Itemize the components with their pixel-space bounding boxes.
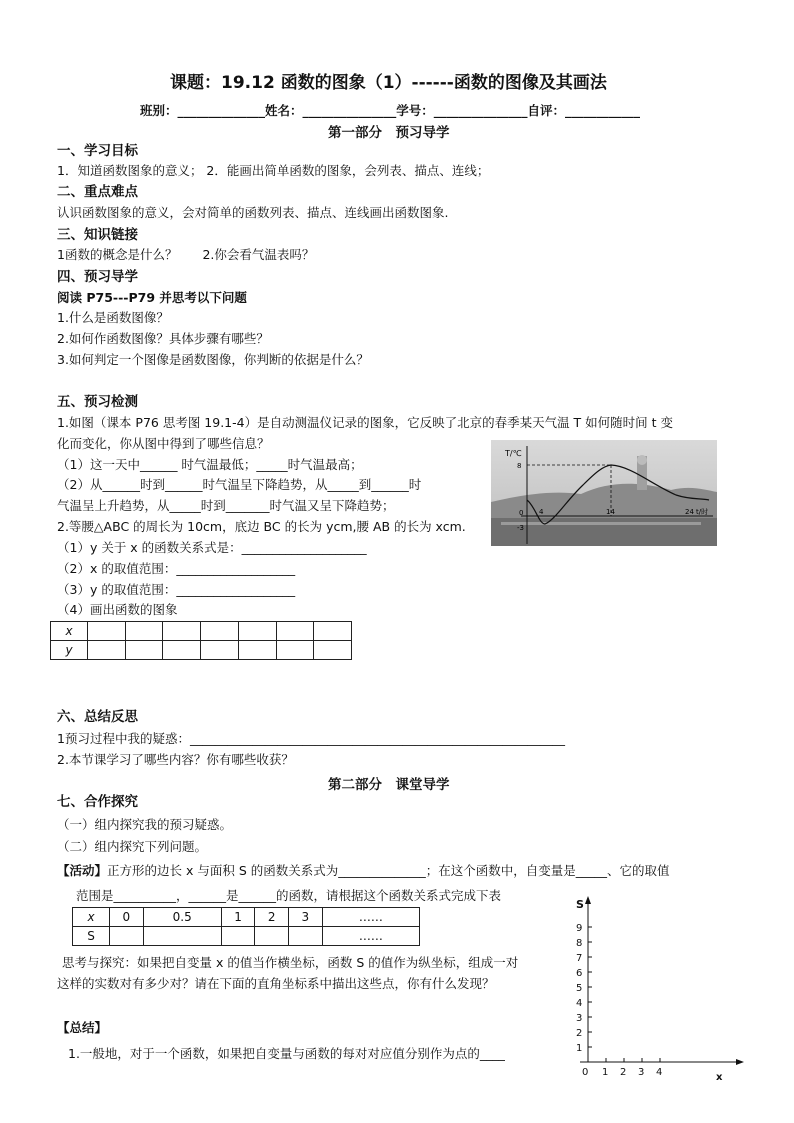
think-line-1: 思考与探究：如果把自变量 x 的值当作横坐标，函数 S 的值作为纵坐标，组成一对 — [62, 955, 519, 970]
coop-line-a: （一）组内探究我的预习疑惑。 — [57, 817, 233, 832]
temp-tick-8: 8 — [517, 462, 522, 470]
table-row — [51, 622, 352, 641]
axes-tick-x4: 4 — [656, 1067, 663, 1078]
xs-table — [72, 907, 420, 946]
check-q1-line-a: 1.如图（课本 P76 思考图 19.1-4）是自动测温仪记录的图象，它反映了北京的春季某天气温 T 如何随时间 t 变 — [57, 415, 674, 430]
check-q1-line-d: （2）从______时到______时气温呈下降趋势，从_____到______时 — [57, 477, 422, 492]
temperature-graph-image — [491, 440, 717, 546]
table-cell[interactable] — [238, 622, 276, 641]
table-cell[interactable] — [110, 927, 144, 946]
table-cell[interactable] — [276, 622, 314, 641]
table-cell[interactable] — [143, 927, 221, 946]
axes-tick-x0: 0 — [582, 1067, 589, 1078]
axes-tick-y2: 2 — [576, 1028, 583, 1039]
axes-tick-y5: 5 — [576, 983, 583, 994]
axes-tick-x3: 3 — [638, 1067, 645, 1078]
temp-tick-x4: 4 — [539, 508, 544, 516]
axes-tick-y4: 4 — [576, 998, 583, 1009]
temp-tick-x14: 14 — [606, 508, 615, 516]
table-cell[interactable] — [314, 622, 352, 641]
preview-question-1: 1.什么是函数图像？ — [57, 310, 169, 325]
table-cell: 2 — [255, 908, 289, 927]
activity-line-2: 范围是__________，______是______的函数，请根据这个函数关系式完成下表 — [76, 888, 502, 903]
temp-tick-neg3: -3 — [517, 524, 524, 532]
table-cell[interactable] — [238, 641, 276, 660]
table-cell[interactable] — [289, 927, 323, 946]
axes-tick-y3: 3 — [576, 1013, 583, 1024]
temp-tick-0: 0 — [519, 509, 524, 517]
check-q2-b: （2）x 的取值范围：___________________ — [57, 561, 296, 576]
preview-question-2: 2.如何作函数图像？具体步骤有哪些？ — [57, 331, 269, 346]
axes-y-label: S — [576, 898, 584, 911]
xy-table — [50, 621, 352, 660]
axes-tick-y9: 9 — [576, 923, 583, 934]
summary-sentence: 1.一般地，对于一个函数，如果把自变量与函数的每对对应值分别作为点的____ — [68, 1046, 505, 1061]
section-link-text: 1函数的概念是什么？ 2.你会看气温表吗？ — [57, 247, 315, 262]
axes-x-label: x — [716, 1072, 723, 1083]
section-coop-heading: 七、合作探究 — [57, 794, 138, 810]
activity-text: 正方形的边长 x 与面积 S 的函数关系式为______________；在这个函数中，自变量是_____、它的取值 — [107, 863, 670, 878]
section-goals-heading: 一、学习目标 — [57, 143, 138, 159]
axes-tick-x1: 1 — [602, 1067, 609, 1078]
table-cell: S — [73, 927, 110, 946]
summary-tag: 【总结】 — [57, 1020, 108, 1035]
section-check-heading: 五、预习检测 — [57, 394, 138, 410]
part-one-heading: 第一部分 预习导学 — [328, 125, 450, 141]
check-q1-line-b: 化而变化，你从图中得到了哪些信息？ — [57, 436, 270, 451]
section-preview-heading: 四、预习导学 — [57, 269, 138, 285]
section-key-heading: 二、重点难点 — [57, 184, 138, 200]
section-link-heading: 三、知识链接 — [57, 227, 138, 243]
table-cell: 1 — [221, 908, 255, 927]
table-cell: 3 — [289, 908, 323, 927]
table-cell: x — [51, 622, 88, 641]
axes-tick-y8: 8 — [576, 938, 583, 949]
table-cell: 0 — [110, 908, 144, 927]
table-row — [73, 908, 420, 927]
table-cell: x — [73, 908, 110, 927]
activity-tag: 【活动】 — [57, 863, 108, 878]
table-cell: 0.5 — [143, 908, 221, 927]
table-cell[interactable] — [255, 927, 289, 946]
table-cell[interactable] — [125, 622, 163, 641]
check-q2-d: （4）画出函数的图象 — [57, 602, 178, 617]
check-q2-line: 2.等腰△ABC 的周长为 10cm，底边 BC 的长为 ycm,腰 AB 的长为 xcm. — [57, 519, 466, 534]
section-summary-heading: 六、总结反思 — [57, 709, 138, 725]
table-row — [51, 641, 352, 660]
student-info-line[interactable]: 班别：______________姓名：_______________学号：_______________自评：____________ — [140, 103, 641, 118]
table-cell: …… — [322, 927, 419, 946]
page-title: 课题：19.12 函数的图象（1）------函数的图像及其画法 — [170, 73, 607, 93]
preview-question-3: 3.如何判定一个图像是函数图像，你判断的依据是什么？ — [57, 352, 369, 367]
table-cell[interactable] — [221, 927, 255, 946]
table-cell[interactable] — [314, 641, 352, 660]
table-cell[interactable] — [201, 641, 239, 660]
table-cell[interactable] — [276, 641, 314, 660]
section-preview-intro: 阅读 P75---P79 并思考以下问题 — [57, 290, 247, 305]
axes-tick-y6: 6 — [576, 968, 583, 979]
table-cell[interactable] — [88, 641, 126, 660]
check-q1-line-e: 气温呈上升趋势，从_____时到_______时气温又呈下降趋势； — [57, 498, 395, 513]
table-cell[interactable] — [201, 622, 239, 641]
axes-tick-x2: 2 — [620, 1067, 627, 1078]
check-q2-c: （3）y 的取值范围：___________________ — [57, 582, 296, 597]
table-cell: y — [51, 641, 88, 660]
section-key-text: 认识函数图象的意义，会对简单的函数列表、描点、连线画出函数图象. — [57, 205, 449, 220]
table-cell: …… — [322, 908, 419, 927]
summary-line-2: 2.本节课学习了哪些内容？你有哪些收获？ — [57, 752, 294, 767]
axes-tick-y1: 1 — [576, 1043, 583, 1054]
think-line-2: 这样的实数对有多少对？请在下面的直角坐标系中描出这些点，你有什么发现？ — [57, 976, 495, 991]
table-cell[interactable] — [163, 641, 201, 660]
summary-line-1[interactable]: 1预习过程中我的疑惑：____________________________________________________________ — [57, 731, 565, 746]
check-q2-a: （1）y 关于 x 的函数关系式是：____________________ — [57, 540, 367, 555]
temp-graph-ylabel: T/℃ — [505, 449, 522, 458]
table-cell[interactable] — [163, 622, 201, 641]
check-q1-line-c: （1）这一天中______ 时气温最低；_____时气温最高； — [57, 457, 363, 472]
temp-graph-xlabel: t/时 — [696, 508, 709, 516]
coordinate-axes[interactable] — [560, 890, 760, 1090]
table-cell[interactable] — [125, 641, 163, 660]
axes-tick-y7: 7 — [576, 953, 583, 964]
table-cell[interactable] — [88, 622, 126, 641]
coop-line-b: （二）组内探究下列问题。 — [57, 839, 208, 854]
section-goals-text: 1．知道函数图象的意义； 2．能画出简单函数的图象，会列表、描点、连线； — [57, 163, 490, 178]
table-row — [73, 927, 420, 946]
temp-tick-x24: 24 — [685, 508, 694, 516]
activity-line — [57, 863, 670, 879]
part-two-heading: 第二部分 课堂导学 — [328, 777, 450, 793]
